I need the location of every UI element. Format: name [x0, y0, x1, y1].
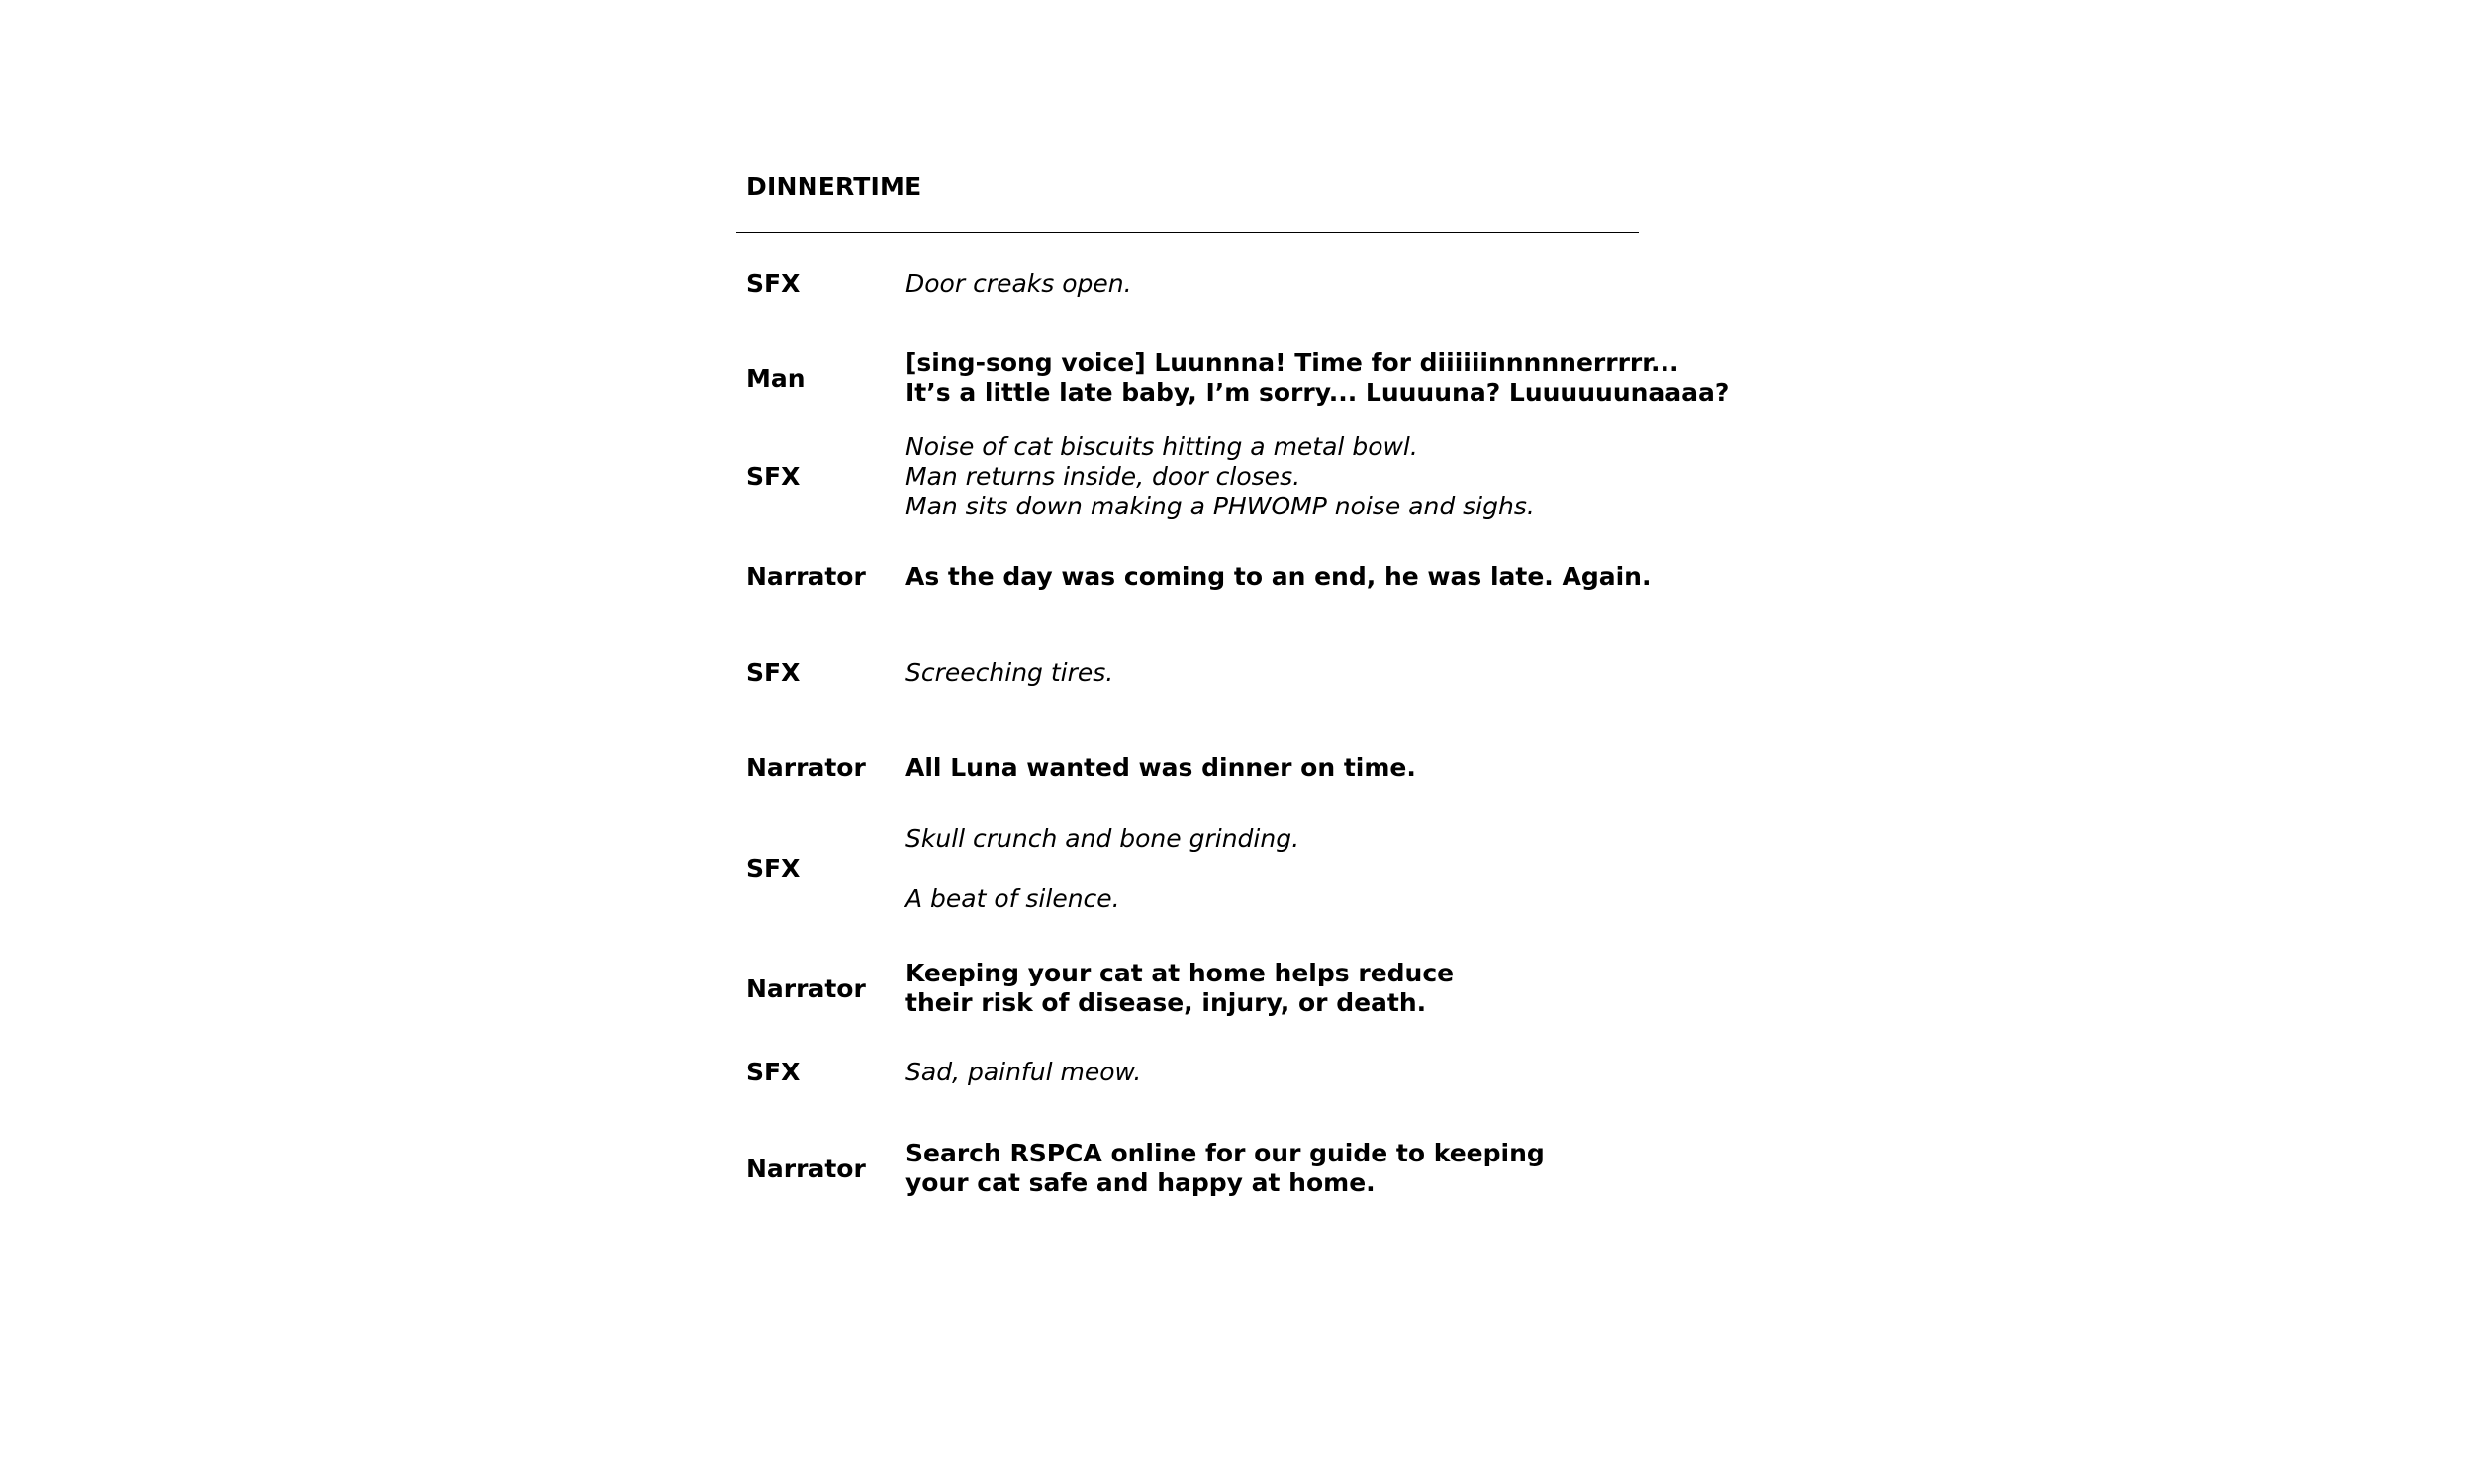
dialogue-line: It’s a little late baby, I’m sorry... Luuuuna? Luuuuuunaaaa?: [905, 378, 1730, 407]
cue-line: Skull crunch and bone grinding.: [905, 824, 1300, 853]
speaker-label: Narrator: [746, 562, 866, 591]
sfx-cue: [905, 658, 1633, 688]
dialogue-text: [905, 348, 1730, 408]
speaker-label: Narrator: [746, 753, 866, 782]
title-divider: [736, 232, 1639, 233]
dialogue-text: [905, 753, 1633, 783]
dialogue-line: Keeping your cat at home helps reduce: [905, 959, 1455, 987]
script-title: DINNERTIME: [746, 172, 922, 201]
cue-line: Man returns inside, door closes.: [905, 462, 1301, 491]
cue-line: Sad, painful meow.: [905, 1058, 1142, 1086]
speaker-label: Man: [746, 364, 806, 393]
cue-line: A beat of silence.: [905, 884, 1120, 913]
speaker-label: Narrator: [746, 1155, 866, 1183]
dialogue-text: [905, 1139, 1633, 1198]
cue-line: Man sits down making a PHWOMP noise and sighs.: [905, 492, 1535, 520]
dialogue-line: [sing-song voice] Luunnna! Time for diiiiiinnnnnerrrrr...: [905, 348, 1679, 377]
sfx-cue: [905, 824, 1633, 914]
dialogue-line: your cat safe and happy at home.: [905, 1168, 1376, 1197]
speaker-label: SFX: [746, 462, 801, 491]
speaker-label: SFX: [746, 269, 801, 298]
dialogue-line: Search RSPCA online for our guide to keeping: [905, 1139, 1545, 1167]
dialogue-line: their risk of disease, injury, or death.: [905, 988, 1427, 1017]
cue-line: Screeching tires.: [905, 658, 1114, 687]
dialogue-text: [905, 562, 1652, 592]
speaker-label: SFX: [746, 1058, 801, 1086]
dialogue-line: All Luna wanted was dinner on time.: [905, 753, 1416, 782]
speaker-label: Narrator: [746, 974, 866, 1003]
cue-line: Noise of cat biscuits hitting a metal bowl.: [905, 432, 1418, 461]
cue-line: Door creaks open.: [905, 269, 1132, 298]
speaker-label: SFX: [746, 854, 801, 882]
dialogue-text: [905, 959, 1633, 1018]
sfx-cue: [905, 269, 1633, 299]
sfx-cue: [905, 1058, 1633, 1087]
dialogue-line: As the day was coming to an end, he was late. Again.: [905, 562, 1652, 591]
speaker-label: SFX: [746, 658, 801, 687]
sfx-cue: [905, 432, 1633, 521]
